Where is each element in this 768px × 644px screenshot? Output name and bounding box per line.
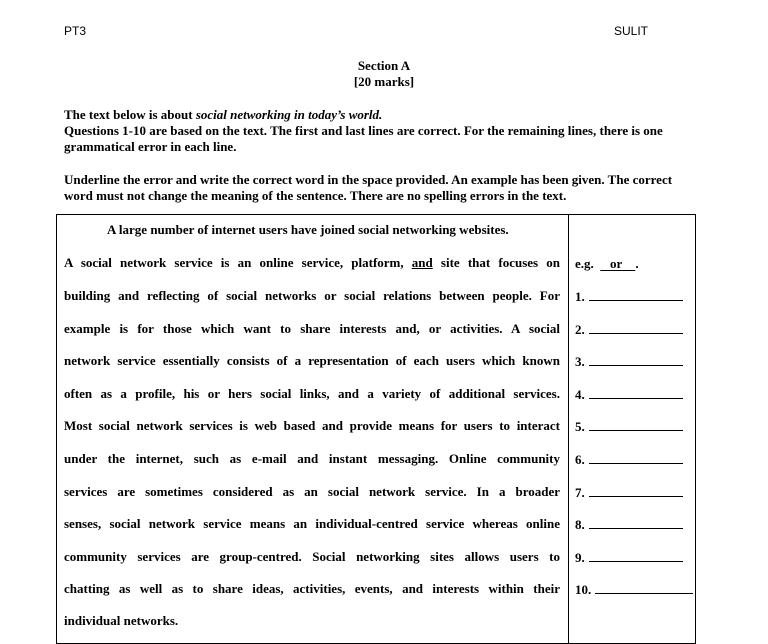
answer-row-2 [575,322,683,338]
example-answer: or [610,256,623,271]
answer-number: 4. [575,386,585,402]
passage-line-7: services are sometimes considered as an social network service. In a broader [64,483,560,499]
answer-number: 5. [575,419,585,435]
answer-blank[interactable] [589,289,683,301]
answer-row-3 [575,354,683,370]
example-text-after: site that focuses on [432,255,560,270]
answer-row-4 [575,387,683,403]
intro-topic: social networking in today’s world. [195,107,383,122]
intro-paragraph [64,107,704,155]
example-label: e.g. [575,256,594,271]
answer-blank[interactable] [595,582,693,594]
answer-number: 3. [575,354,585,370]
answer-column-divider [568,214,569,644]
answer-blank[interactable] [589,322,683,334]
answer-number: 1. [575,289,585,304]
passage-line-5: Most social network services is web based and provide means for users to interact [64,418,560,434]
answer-blank[interactable] [589,550,683,562]
answer-row-7 [575,485,683,501]
answer-row-9 [575,550,683,566]
answer-row-1 [575,289,683,305]
passage-last-line: individual networks. [64,613,179,628]
passage-example-line [64,255,560,271]
answer-number: 7. [575,484,585,500]
passage-line-2: example is for those which want to share interests and, or activities. A social [64,320,560,336]
answer-blank[interactable] [589,485,683,497]
answer-blank[interactable] [589,517,683,529]
passage-line-4: often as a profile, his or hers social links, and a variety of additional services. [64,385,560,401]
answer-row-5 [575,419,683,435]
answer-row-8 [575,517,683,533]
example-error-word: and [411,255,433,270]
task-paragraph: Underline the error and write the correct word in the space provided. An example has been given. The correct word must not change the meaning of the sentence. There are no spelling errors in the text. [64,172,673,203]
answer-number: 10. [575,582,592,598]
answer-number: 2. [575,321,585,337]
answer-blank[interactable] [589,419,683,431]
passage-line-8: senses, social network service means an individual-centred service whereas online [64,516,560,532]
passage-first-line: A large number of internet users have joined social networking websites. [107,222,509,237]
answer-number: 9. [575,549,585,565]
answer-blank[interactable] [589,387,683,399]
passage-line-3: network service essentially consists of a representation of each users which known [64,353,560,369]
passage-line-9: community services are group-centred. Social networking sites allows users to [64,548,560,564]
intro-rest: Questions 1-10 are based on the text. The first and last lines are correct. For the remaining lines, there is one grammatical error in each line. [64,123,663,154]
example-text-before: A social network service is an online service, platform, [64,255,412,270]
header-right: SULIT [614,24,649,38]
answer-number: 8. [575,517,585,533]
answer-blank[interactable] [589,354,683,366]
intro-prefix: The text below is about [64,107,196,122]
section-marks: [20 marks] [353,74,415,89]
answer-number: 6. [575,452,585,467]
answer-row-6 [575,452,683,468]
example-answer-row: e.g. or . [575,256,639,271]
passage-line-6: under the internet, such as e-mail and instant messaging. Online community [64,451,560,466]
header-left: PT3 [64,24,87,38]
passage-line-10: chatting as well as to share ideas, activities, events, and interests within their [64,581,560,597]
section-title: Section A [357,58,411,73]
answer-row-10 [575,582,693,598]
passage-line-1: building and reflecting of social networks or social relations between people. For [64,288,560,303]
answer-blank[interactable] [589,452,683,464]
